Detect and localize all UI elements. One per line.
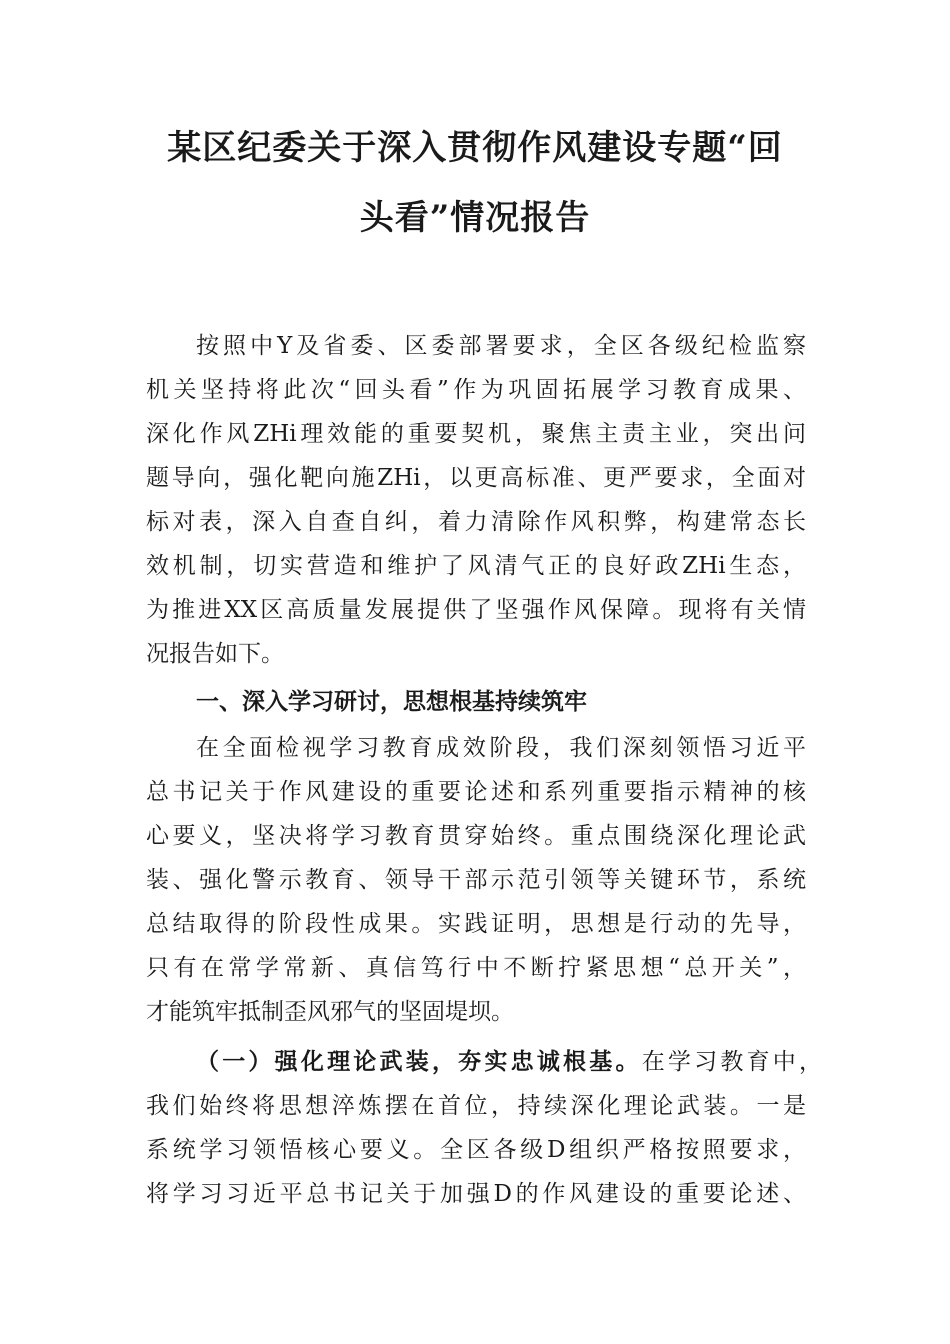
subsection-first-line-rest: 在学习教育中，: [641, 1049, 823, 1075]
intro-line: 按照中Y及省委、区委部署要求，全区各级纪检监察: [196, 333, 806, 359]
subsection-body-line: 系统学习领悟核心要义。全区各级D组织严格按照要求，: [146, 1137, 806, 1163]
subsection-body-line: 将学习习近平总书记关于加强D的作风建设的重要论述、: [146, 1181, 806, 1207]
section-body-line: 只有在常学常新、真信笃行中不断拧紧思想“总开关”，: [146, 955, 806, 981]
document-title-line-1: 某区纪委关于深入贯彻作风建设专题“回: [167, 128, 783, 168]
subsection-heading: （一）强化理论武装，夯实忠诚根基。: [196, 1048, 642, 1075]
intro-line: 标对表，深入自查自纠，着力清除作风积弊，构建常态长: [146, 509, 806, 535]
section-body-line: 在全面检视学习教育成效阶段，我们深刻领悟习近平: [196, 735, 806, 761]
subsection-first-line: [196, 1040, 822, 1084]
intro-line: 机关坚持将此次“回头看”作为巩固拓展学习教育成果、: [146, 377, 806, 403]
section-body-line: 装、强化警示教育、领导干部示范引领等关键环节，系统: [146, 867, 806, 893]
section-heading: 一、深入学习研讨，思想根基持续筑牢: [196, 689, 587, 715]
intro-line: 为推进XX区高质量发展提供了坚强作风保障。现将有关情: [146, 597, 806, 623]
intro-line: 况报告如下。: [146, 641, 284, 667]
intro-line: 深化作风ZHi理效能的重要契机，聚焦主责主业，突出问: [146, 421, 806, 447]
section-body-line: 总书记关于作风建设的重要论述和系列重要指示精神的核: [146, 779, 806, 805]
section-body-line: 心要义，坚决将学习教育贯穿始终。重点围绕深化理论武: [146, 823, 806, 849]
section-body-line: 总结取得的阶段性成果。实践证明，思想是行动的先导，: [146, 911, 806, 937]
document-title-line-2: 头看”情况报告: [359, 198, 591, 238]
intro-line: 题导向，强化靶向施ZHi，以更高标准、更严要求，全面对: [146, 465, 806, 491]
section-body-line: 才能筑牢抵制歪风邪气的坚固堤坝。: [146, 999, 514, 1025]
subsection-body-line: 我们始终将思想淬炼摆在首位，持续深化理论武装。一是: [146, 1093, 806, 1119]
intro-line: 效机制，切实营造和维护了风清气正的良好政ZHi生态，: [146, 553, 806, 579]
